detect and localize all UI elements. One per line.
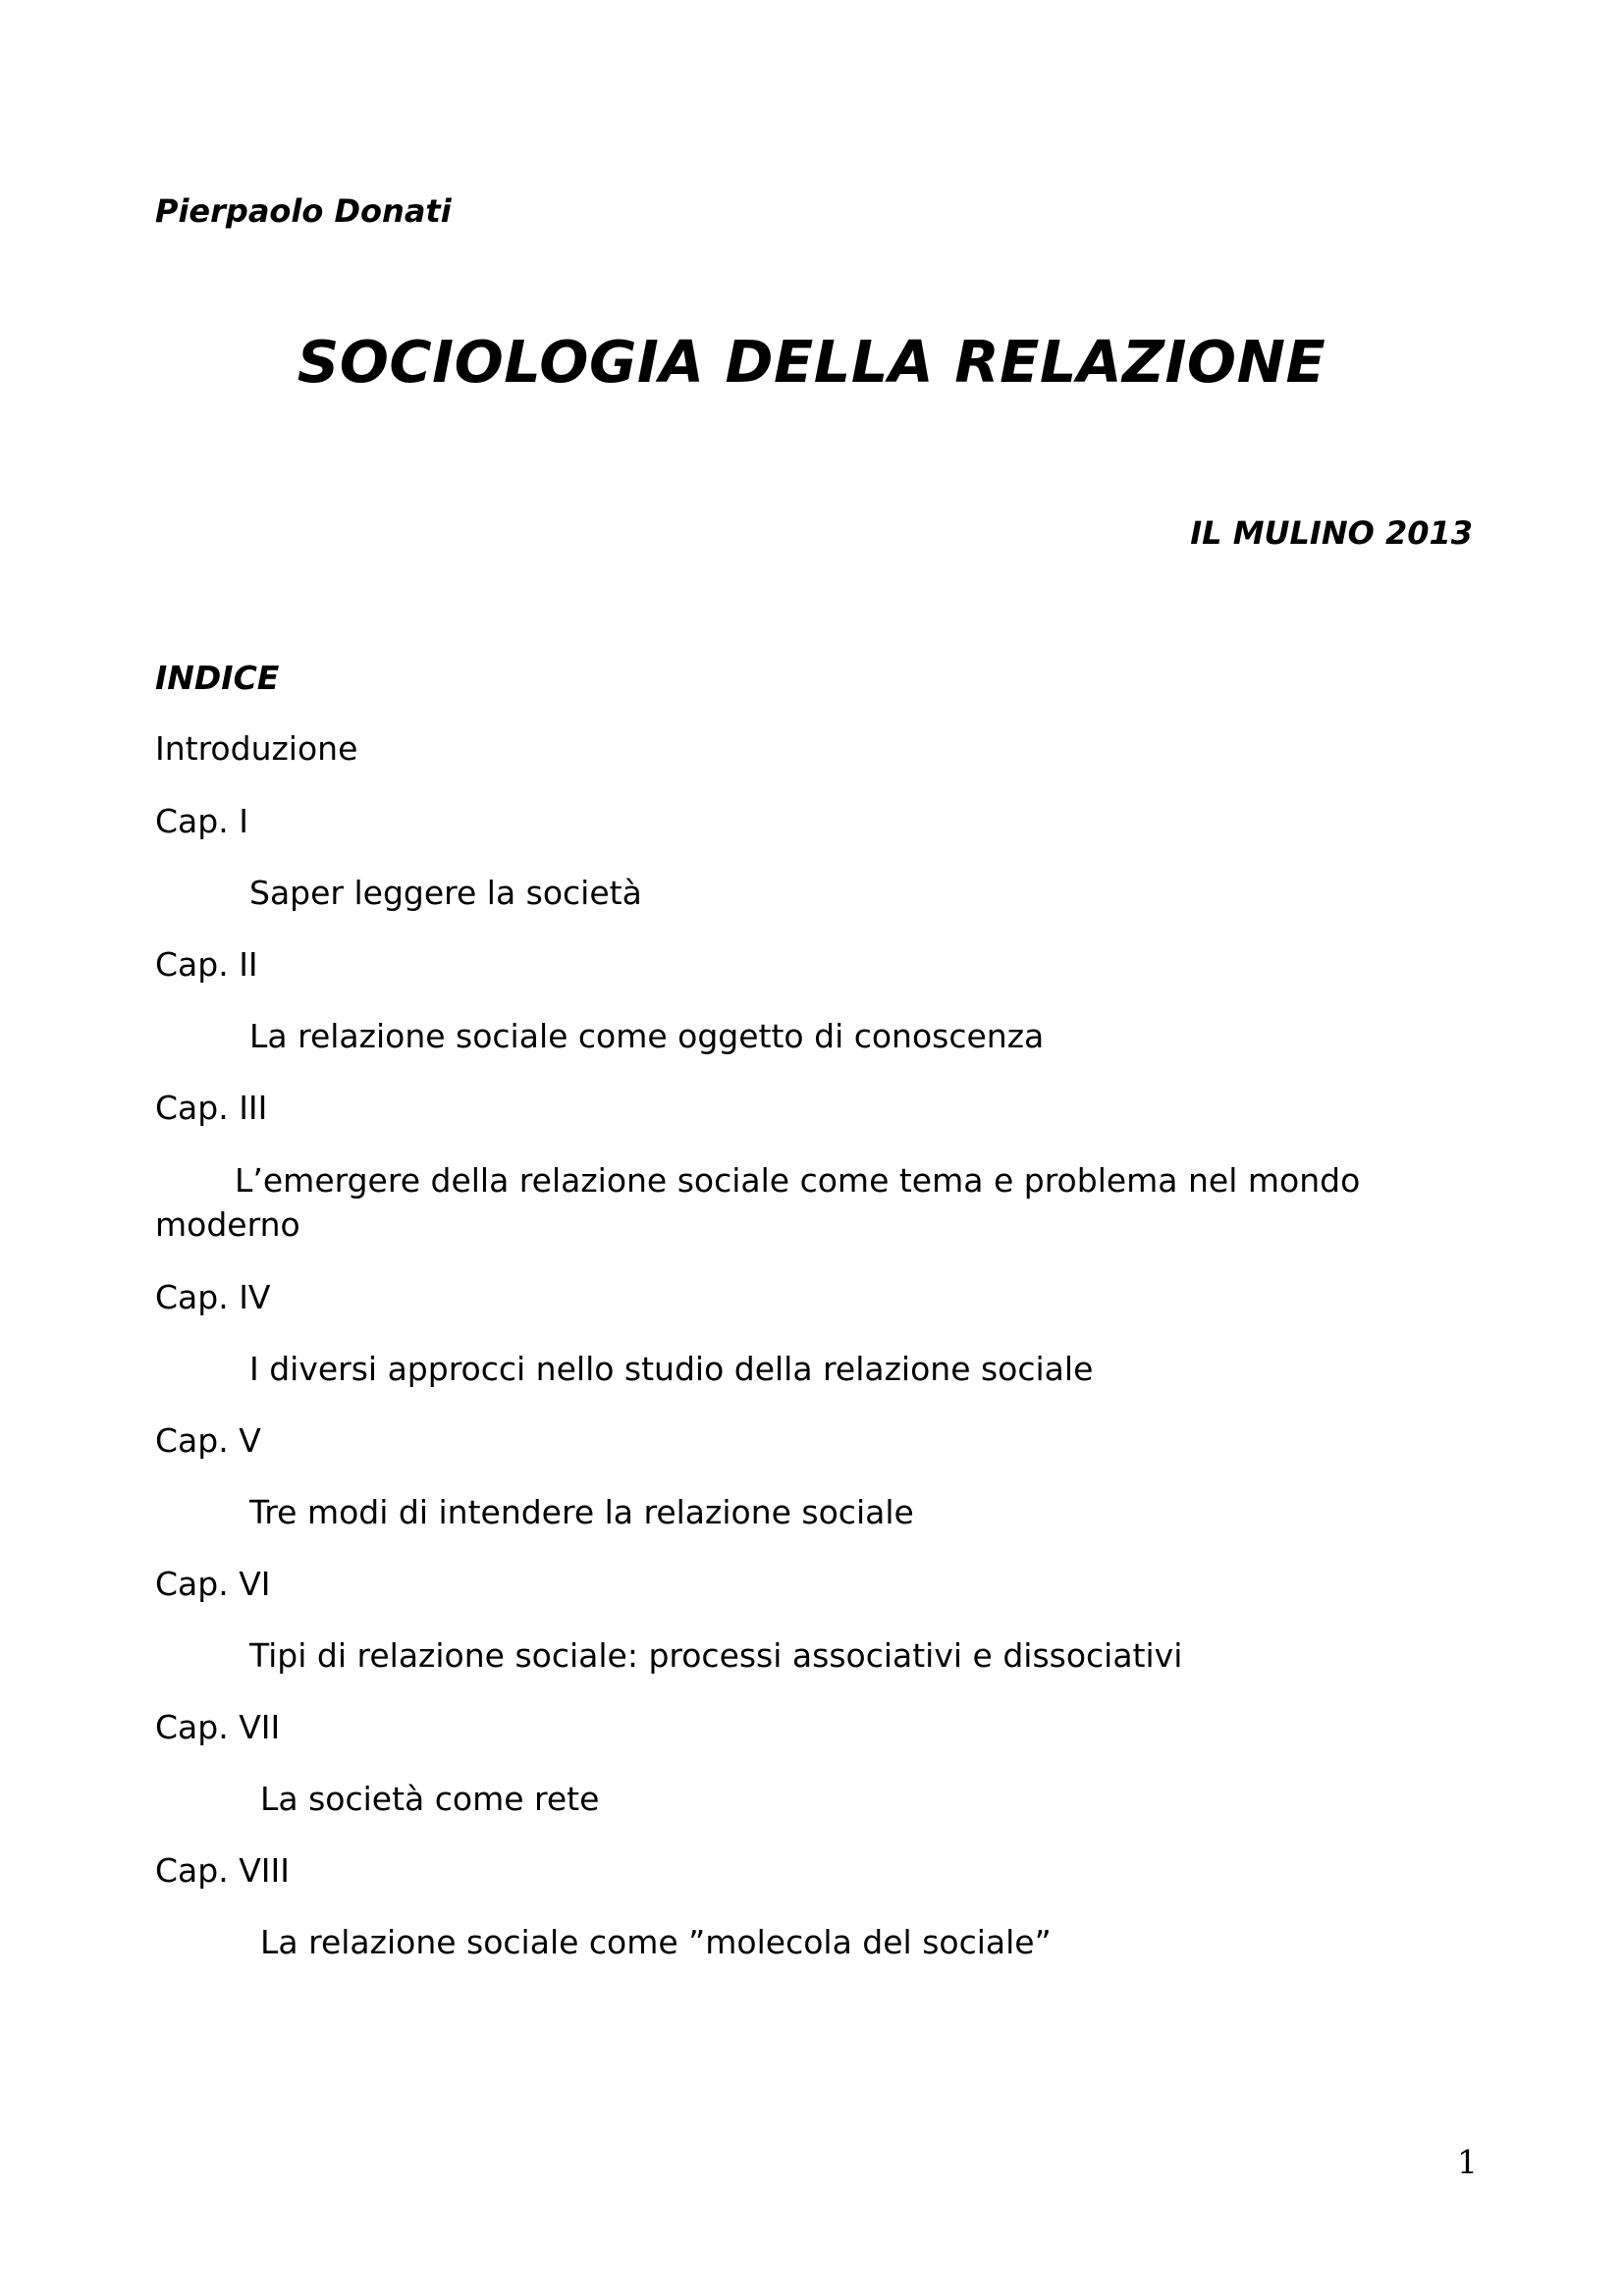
- toc-chapter-label: Cap. VI: [155, 1565, 271, 1603]
- toc-chapter-label: Cap. I: [155, 802, 248, 840]
- index-heading: INDICE: [155, 659, 280, 697]
- publisher-year: IL MULINO 2013: [1190, 514, 1473, 552]
- toc-chapter-title: La società come rete: [260, 1780, 600, 1818]
- toc-chapter-label: Cap. II: [155, 945, 258, 984]
- toc-chapter-label: Cap. III: [155, 1089, 268, 1127]
- book-title: SOCIOLOGIA DELLA RELAZIONE: [297, 328, 1326, 396]
- toc-chapter-label: Cap. VIII: [155, 1851, 290, 1890]
- toc-chapter-title: Saper leggere la società: [249, 874, 642, 912]
- toc-chapter-title: L’emergere della relazione sociale come tema e problema nel mondo moderno: [155, 1161, 1361, 1244]
- toc-chapter-label: Cap. V: [155, 1421, 261, 1460]
- page-number: 1: [1457, 2143, 1478, 2181]
- toc-introduction: Introduzione: [155, 729, 358, 768]
- toc-chapter-label: Cap. IV: [155, 1278, 271, 1316]
- toc-chapter-title: Tre modi di intendere la relazione sociale: [249, 1493, 914, 1531]
- toc-chapter-title: La relazione sociale come oggetto di conoscenza: [249, 1017, 1045, 1055]
- toc-chapter-title: La relazione sociale come ”molecola del sociale”: [260, 1923, 1052, 1961]
- toc-chapter-title: I diversi approcci nello studio della relazione sociale: [249, 1350, 1094, 1388]
- toc-chapter-title: Tipi di relazione sociale: processi associativi e dissociativi: [249, 1636, 1183, 1675]
- author-name: Pierpaolo Donati: [155, 192, 452, 230]
- toc-chapter-label: Cap. VII: [155, 1708, 281, 1746]
